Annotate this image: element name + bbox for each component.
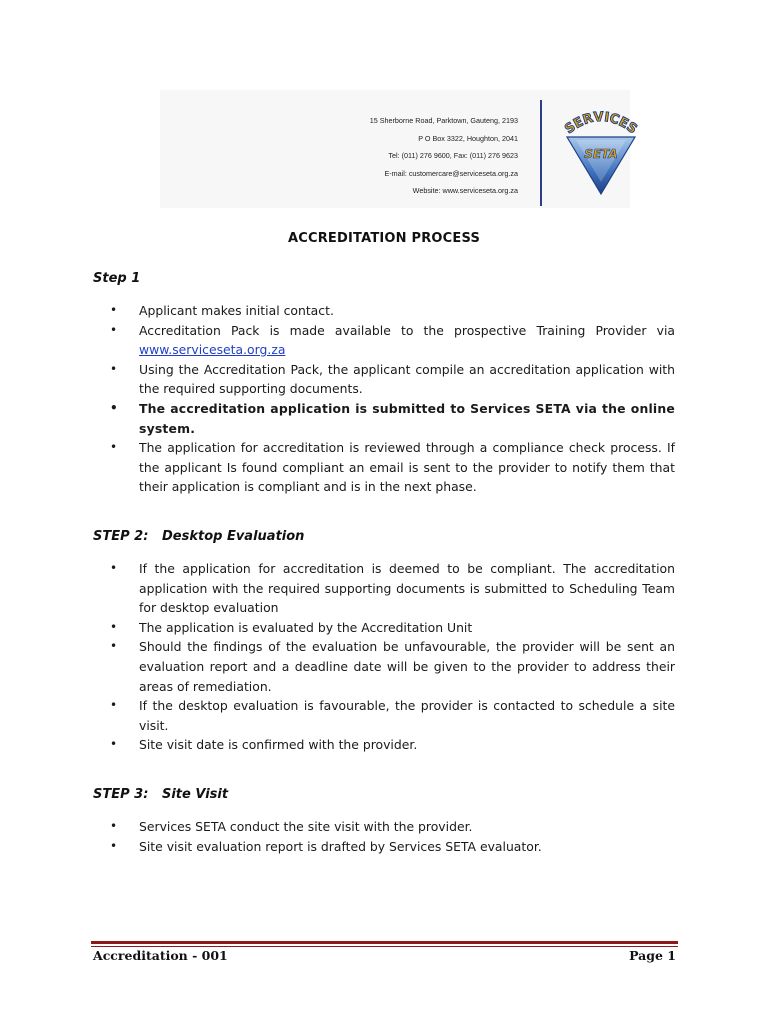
list-item: • Site visit evaluation report is drafted by Services SETA evaluator. bbox=[93, 837, 675, 857]
step-2-list bbox=[93, 559, 675, 755]
bullet-icon: • bbox=[110, 639, 118, 654]
letterhead-divider bbox=[540, 100, 542, 206]
list-item: • If the desktop evaluation is favourable, the provider is contacted to schedule a site visit. bbox=[110, 698, 675, 733]
footer-rule-thin bbox=[91, 946, 678, 947]
list-item: • The application for accreditation is reviewed through a compliance check process. If the applicant Is found compliant an email is sent to the provider to notify them that their application is compliant and is in the next phase. bbox=[110, 440, 675, 495]
contact-block bbox=[258, 112, 518, 200]
services-seta-logo bbox=[560, 104, 642, 198]
list-item: • Services SETA conduct the site visit with the provider. bbox=[93, 817, 675, 837]
phone-line: Tel: (011) 276 9600, Fax: (011) 276 9623 bbox=[388, 151, 518, 160]
bullet-icon: • bbox=[110, 561, 118, 575]
bullet-icon: • bbox=[110, 819, 118, 833]
page-number: Page 1 bbox=[629, 948, 676, 963]
bullet-icon: • bbox=[110, 440, 118, 455]
website-line: Website: www.serviceseta.org.za bbox=[412, 186, 518, 195]
bullet-icon: • bbox=[110, 322, 118, 337]
step-3-heading: STEP 3: Site Visit bbox=[93, 787, 229, 802]
bullet-icon: • bbox=[110, 619, 118, 634]
step-3-list bbox=[93, 817, 675, 856]
footer-rule-thick bbox=[91, 941, 678, 944]
bullet-icon: • bbox=[110, 698, 118, 713]
bullet-icon: • bbox=[110, 400, 118, 415]
list-item: • Accreditation Pack is made available to the prospective Training Provider via www.serviceseta.org.za bbox=[110, 322, 675, 358]
email-line: E-mail: customercare@serviceseta.org.za bbox=[384, 168, 518, 178]
bullet-icon: • bbox=[110, 838, 118, 853]
bullet-icon: • bbox=[110, 361, 118, 376]
svg-text:SERVICES bbox=[562, 110, 639, 137]
list-item: • Should the findings of the evaluation be unfavourable, the provider will be sent an evaluation report and a deadline date will be given to the provider to address their areas of remediation. bbox=[110, 639, 675, 694]
page-title: ACCREDITATION PROCESS bbox=[287, 231, 481, 246]
logo-arc-text: SERVICES bbox=[562, 109, 640, 138]
step-2-heading: STEP 2: Desktop Evaluation bbox=[93, 529, 305, 544]
po-box-line: P O Box 3322, Houghton, 2041 bbox=[418, 133, 518, 143]
list-item: • Using the Accreditation Pack, the applicant compile an accreditation application with the required supporting documents. bbox=[110, 361, 675, 397]
address-line: 15 Sherborne Road, Parktown, Gauteng, 2193 bbox=[369, 116, 518, 125]
serviceseta-link[interactable]: www.serviceseta.org.za bbox=[139, 342, 286, 358]
bullet-icon: • bbox=[110, 737, 118, 752]
list-item: • Site visit date is confirmed with the provider. bbox=[93, 735, 675, 755]
document-code: Accreditation - 001 bbox=[93, 948, 228, 963]
list-item: • The accreditation application is submitted to Services SETA via the online system. bbox=[110, 400, 675, 436]
step-1-heading: Step 1 bbox=[93, 271, 141, 286]
bullet-icon: • bbox=[110, 303, 118, 317]
logo-seta-text: SETA bbox=[584, 147, 618, 161]
step-1-list bbox=[93, 301, 675, 497]
list-item: • If the application for accreditation is deemed to be compliant. The accreditation application with the required supporting documents is submitted to Scheduling Team for desktop evaluation bbox=[110, 561, 675, 616]
list-item: • The application is evaluated by the Accreditation Unit bbox=[93, 618, 675, 638]
list-item: • Applicant makes initial contact. bbox=[93, 301, 675, 321]
